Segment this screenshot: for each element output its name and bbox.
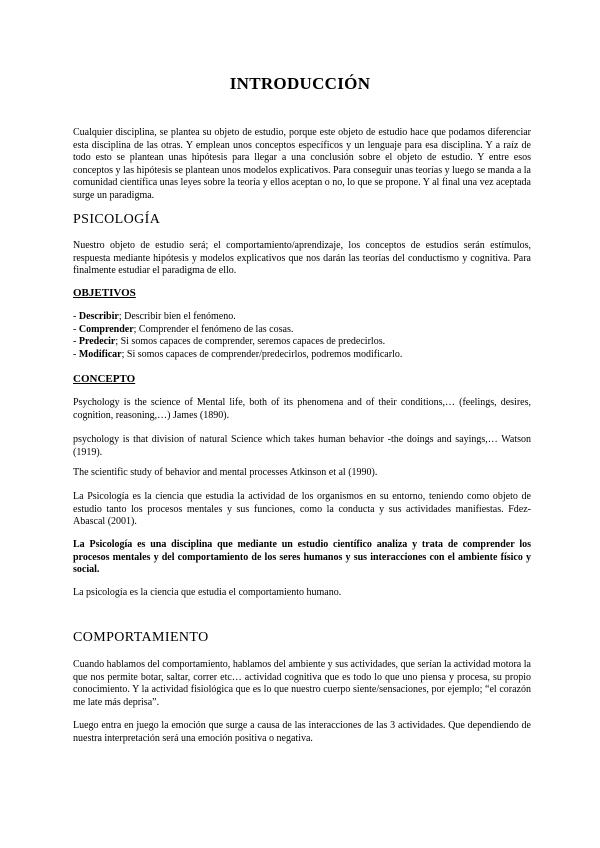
comportamiento-paragraph-1: Cuando hablamos del comportamiento, hablamos del ambiente y sus actividades, que serían la actividad motora la que nos permite botar, saltar, correr etc… actividad cognitiva que es todo lo que uno piensa y procesa, su propio conocimiento. Y la actividad fisiológica que es lo que nuestro cuerpo siente/sensaciones, por ejemplo; “el corazón me late más deprisa”. [73,659,531,708]
page-title: INTRODUCCIÓN [229,74,371,93]
objetivo-term: Modificar [78,348,122,360]
list-item [73,311,531,324]
list-bullet: - [73,323,79,335]
objetivo-term: Comprender [78,323,134,335]
objetivos-heading: OBJETIVOS [73,287,136,299]
concepto-heading: CONCEPTO [73,373,136,385]
concepto-paragraph-1: Psychology is the science of Mental life, both of its phenomena and of their conditions,… (feelings, desires, cognition, reasoning,…) James (1890). [73,397,531,421]
objetivos-list [73,311,531,361]
list-item [73,349,531,362]
objetivo-term: Describir [78,311,119,322]
concepto-paragraph-6: La psicología es la ciencia que estudia el comportamiento humano. [73,587,342,598]
objetivo-text: ; Si somos capaces de comprender/predecirlos, podremos modificarlo. [121,348,403,360]
psicologia-heading: PSICOLOGÍA [73,212,161,227]
list-item [73,336,531,349]
comportamiento-paragraph-2: Luego entra en juego la emoción que surge a causa de las interacciones de las 3 actividades. Que dependiendo de nuestra interpretación será una emoción positiva o negativa. [73,720,531,744]
concepto-paragraph-4: La Psicología es la ciencia que estudia la actividad de los organismos en su entorno, teniendo como objeto de estudio tanto los procesos mentales y sus funciones, como la conducta y sus actividades manifiestas. Fdez-Abascal (2001). [73,491,531,528]
list-bullet: - [73,348,79,360]
objetivo-term: Predecir [78,336,116,348]
concepto-paragraph-2: psychology is that division of natural Science which takes human behavior -the doings and sayings,… Watson (1919). [73,434,531,458]
intro-paragraph: Cualquier disciplina, se plantea su objeto de estudio, porque este objeto de estudio hace que podamos diferenciar esta disciplina de las otras. Y emplean unos conceptos específicos y un lenguaje para esa disciplina. Y a raíz de todo esto se plantean unas hipótesis para llegar a una conclusión sobre el objeto de estudio. Y entre esos conceptos y las hipótesis se plantean unos modelos explicativos. Para conseguir unas teorías y luego se manda a la comunidad científica unas leyes sobre la teoría y ellos aceptan o no, lo que se propone. Y al final una vez aceptada surge un paradigma. [73,127,531,201]
psicologia-paragraph: Nuestro objeto de estudio será; el comportamiento/aprendizaje, los conceptos de estudios serán estímulos, respuesta mediante hipótesis y modelos explicativos que nos darán las teorías del conductismo y cognitiva. Para finalmente estudiar el paradigma de ello. [73,240,531,277]
concepto-paragraph-5: La Psicología es una disciplina que mediante un estudio científico analiza y trata de comprender los procesos mentales y del comportamiento de los seres humanos y sus interacciones con el ambiente físico y social. [73,539,531,576]
list-bullet: - [73,311,79,322]
objetivo-text: ; Si somos capaces de comprender, seremos capaces de predecirlos. [115,336,386,348]
list-item [73,324,531,337]
objetivo-text: ; Describir bien el fenómeno. [118,311,236,322]
list-bullet: - [73,336,79,348]
objetivo-text: ; Comprender el fenómeno de las cosas. [133,323,294,335]
concepto-paragraph-3: The scientific study of behavior and mental processes Atkinson et al (1990). [73,467,378,478]
comportamiento-heading: COMPORTAMIENTO [73,630,209,645]
